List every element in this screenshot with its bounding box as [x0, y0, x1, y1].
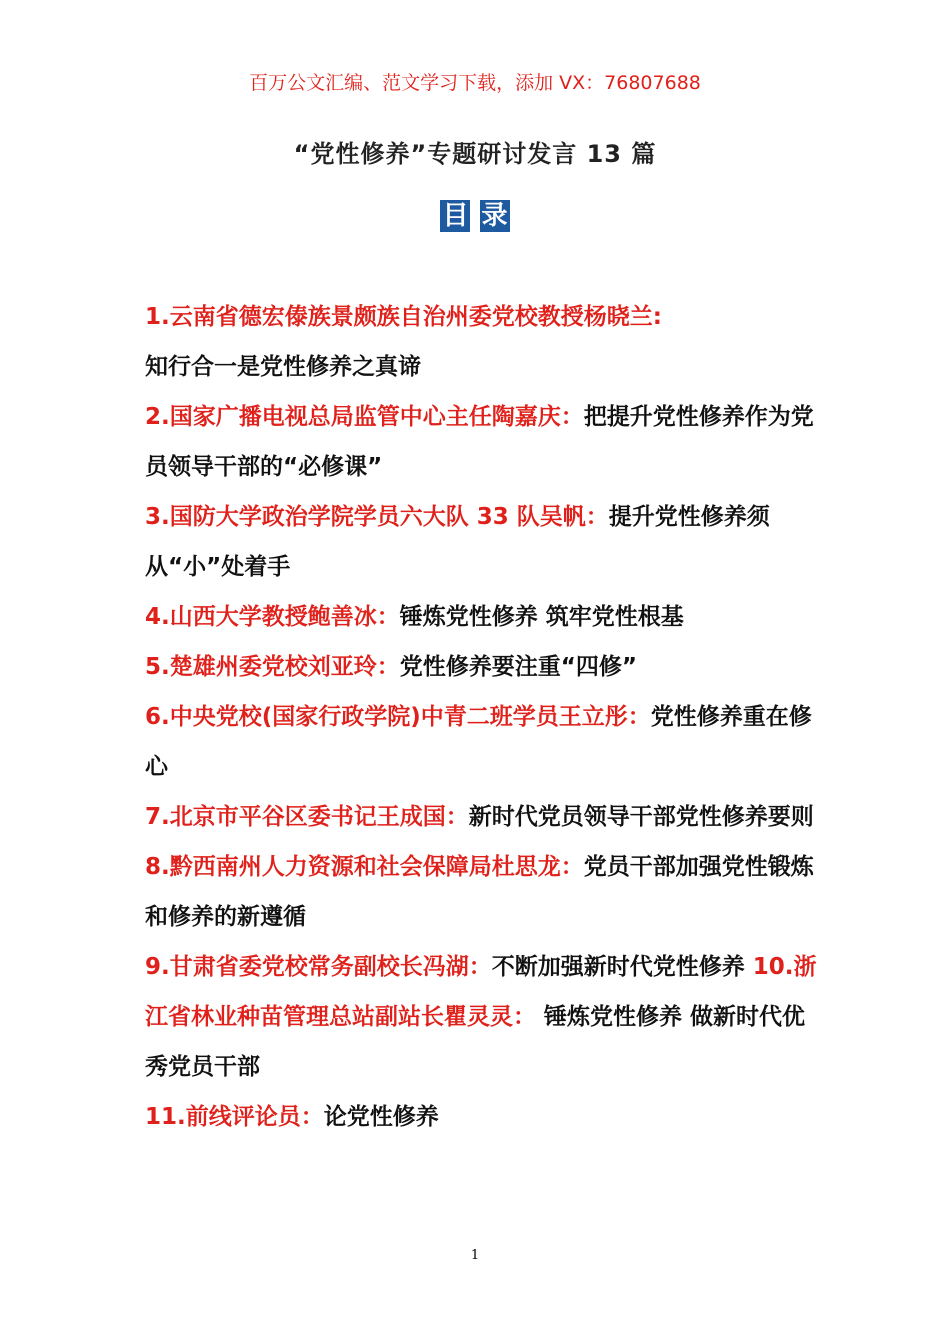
- toc-entry[interactable]: 1.云南省德宏傣族景颇族自治州委党校教授杨晓兰: 知行合一是党性修养之真谛: [145, 304, 662, 380]
- toc-entry[interactable]: 6.中央党校(国家行政学院)中青二班学员王立彤：党性修养重在修心: [145, 704, 812, 780]
- toc-entry[interactable]: 9.甘肃省委党校常务副校长冯湖：不断加强新时代党性修养 10.浙江省林业种苗管理总站副站长瞿灵灵： 锤炼党性修养 做新时代优秀党员干部: [145, 954, 817, 1080]
- toc-heading: [0, 200, 950, 232]
- toc-entry[interactable]: 7.北京市平谷区委书记王成国：新时代党员领导干部党性修养要则: [145, 804, 814, 830]
- toc-entry[interactable]: 2.国家广播电视总局监管中心主任陶嘉庆：把提升党性修养作为党员领导干部的“必修课”: [145, 404, 814, 480]
- toc-entry[interactable]: 8.黔西南州人力资源和社会保障局杜思龙：党员干部加强党性锻炼和修养的新遵循: [145, 854, 814, 930]
- toc-entry[interactable]: 11.前线评论员：论党性修养: [145, 1104, 439, 1130]
- toc-entry[interactable]: 4.山西大学教授鲍善冰：锤炼党性修养 筑牢党性根基: [145, 604, 684, 630]
- watermark-banner: 百万公文汇编、范文学习下载，添加 VX：76807688: [249, 72, 701, 94]
- toc-heading-char-2: 录: [481, 201, 508, 231]
- toc-entry[interactable]: 5.楚雄州委党校刘亚玲：党性修养要注重“四修”: [145, 654, 637, 680]
- document-title: “党性修养”专题研讨发言 13 篇: [293, 140, 657, 168]
- toc-entry[interactable]: 3.国防大学政治学院学员六大队 33 队吴帆：提升党性修养须从“小”处着手: [145, 504, 770, 580]
- page-number: 1: [470, 1248, 480, 1263]
- table-of-contents: [145, 292, 825, 1142]
- toc-heading-char-1: 目: [442, 201, 469, 231]
